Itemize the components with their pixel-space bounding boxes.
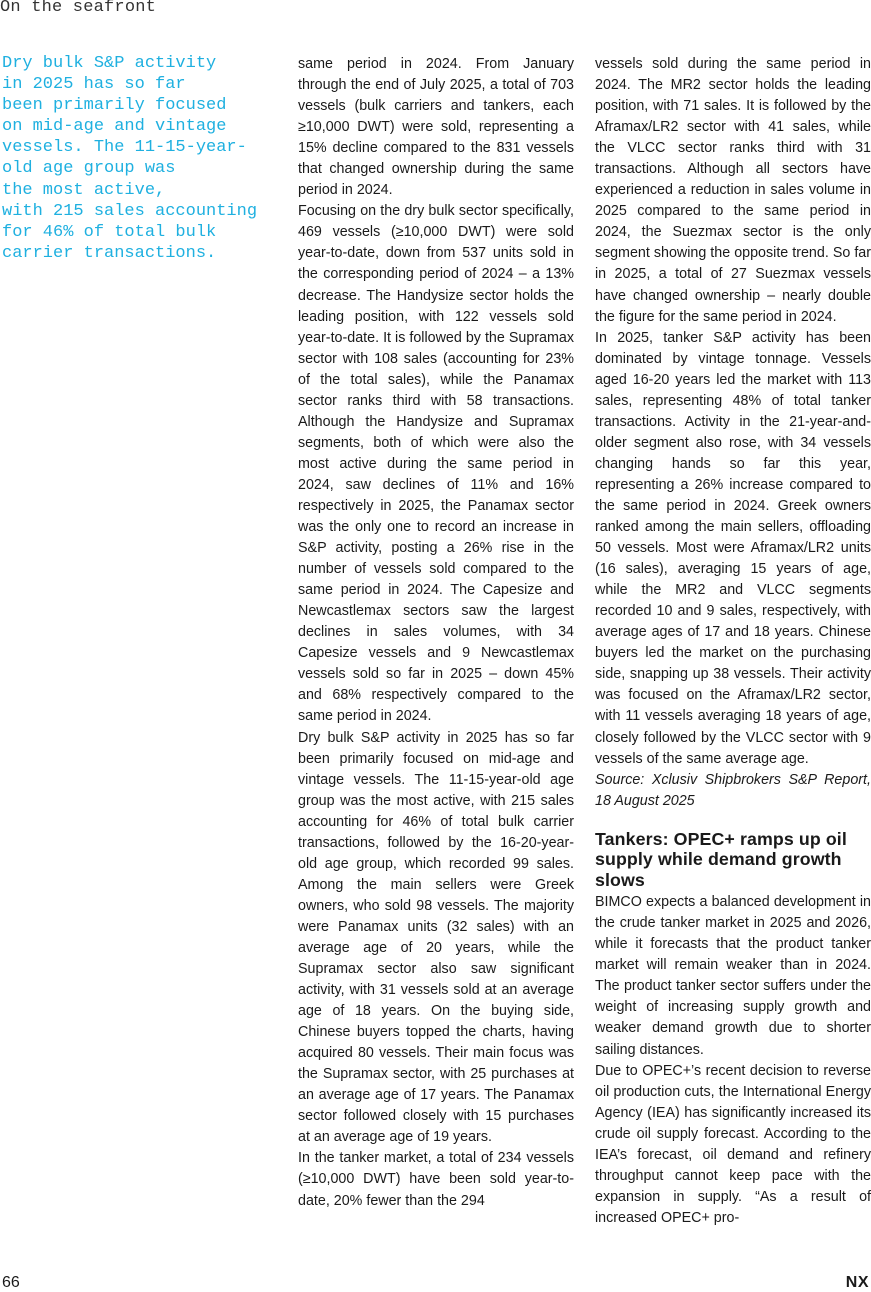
pull-quote-line: old age group was — [2, 159, 176, 179]
body-paragraph: Dry bulk S&P activity in 2025 has so far been primarily focused on mid-age and vintage vessels. The 11-15-year-old age group was the most active, with 215 sales accounting for 46% of total bulk carrier transactions, followed by the 16-20-year-old age group, which recorded 99 sales. Among the main sellers were Greek owners, who sold 98 vessels. The majority were Panamax units (32 sales) with an average age of 20 years, while the Supramax sector also saw significant activity, with 31 vessels sold at an average age of 18 years. On the buying side, Chinese buyers topped the charts, having acquired 80 vessels. Their main focus was the Supramax sector, with 25 purchases at an average age of 17 years. The Panamax sector followed closely with 15 purchases at an average age of 19 years. — [298, 729, 574, 1146]
article-column-middle — [298, 54, 574, 1212]
body-paragraph: In the tanker market, a total of 234 vessels (≥10,000 DWT) have been sold year-to-date, 20% fewer than the 294 — [298, 1150, 574, 1209]
pull-quote-line: carrier transactions. — [2, 243, 217, 263]
body-paragraph: In 2025, tanker S&P activity has been dominated by vintage tonnage. Vessels aged 16-20 years led the market with 113 sales, representing 48% of total tanker transactions. Activity in the 21-year-and-older segment also rose, with 34 vessels changing hands so far this year, representing a 26% increase compared to the same period in 2024. Greek owners ranked among the main sellers, offloading 50 vessels. Most were Aframax/LR2 units (16 sales), averaging 15 years of age, while the MR2 and VLCC segments recorded 10 and 9 sales, respectively, with average ages of 17 and 18 years. Chinese buyers led the market on the purchasing side, snapping up 38 vessels. Their activity was focused on the Aframax/LR2 sector, with 11 vessels averaging 18 years of age, closely followed by the VLCC sector with 9 vessels of the same average age. — [595, 329, 871, 767]
body-paragraph: vessels sold during the same period in 2024. The MR2 sector holds the leading position, with 71 sales. It is followed by the Aframax/LR2 sector with 41 sales, while the VLCC sector ranks third with 31 transactions. Although all sectors have experienced a reduction in sales volume in 2025 compared to the same period in 2024, the Suezmax sector is the only segment showing the opposite trend. So far in 2025, a total of 27 Suezmax vessels have changed ownership – nearly double the figure for the same period in 2024. — [595, 56, 871, 325]
pull-quote-line: on mid-age and vintage — [2, 117, 227, 137]
body-paragraph: BIMCO expects a balanced development in the crude tanker market in 2025 and 2026, while it forecasts that the product tanker market will remain weaker than in 2024. The product tanker sector suffers under the weight of increasing supply growth and weaker demand growth due to shorter sailing distances. — [595, 894, 871, 1058]
pull-quote-line: for 46% of total bulk — [2, 222, 217, 242]
pull-quote — [2, 53, 282, 264]
section-heading: Tankers: OPEC+ ramps up oil supply while demand growth slows — [595, 828, 847, 890]
article-column-right — [595, 54, 871, 1229]
section-label: On the seafront — [0, 0, 157, 17]
pull-quote-line: been primarily focused — [2, 96, 227, 116]
page-number: 66 — [2, 1274, 20, 1291]
pull-quote-line: with 215 sales accounting — [2, 201, 258, 221]
body-paragraph: same period in 2024. From January through the end of July 2025, a total of 703 vessels (bulk carriers and tankers, each ≥10,000 DWT) were sold, representing a 15% decline compared to the 831 vessels that changed ownership during the same period in 2024. — [298, 56, 574, 199]
source-citation: Source: Xclusiv Shipbrokers S&P Report, 18 August 2025 — [595, 771, 871, 809]
pull-quote-line: the most active, — [2, 180, 166, 200]
brand-logo: NX — [845, 1274, 869, 1291]
pull-quote-line: in 2025 has so far — [2, 75, 186, 95]
body-paragraph: Focusing on the dry bulk sector specifically, 469 vessels (≥10,000 DWT) were sold year-to-date, down from 537 units sold in the corresponding period of 2024 – a 13% decrease. The Handysize sector holds the leading position, with 122 vessels sold year-to-date. It is followed by the Supramax sector with 108 sales (accounting for 23% of the total sales), while the Panamax sector ranks third with 58 transactions. Although the Handysize and Supramax segments, both of which were also the most active during the same period in 2024, saw declines of 11% and 16% respectively in 2025, the Panamax sector was the only one to record an increase in S&P activity, posting a 26% rise in the number of vessels sold compared to the same period in 2024. The Capesize and Newcastlemax sectors saw the largest declines in sales volumes, with 34 Capesize vessels and 9 Newcastlemax vessels sold so far in 2025 – down 45% and 68% respectively compared to the same period in 2024. — [298, 203, 574, 725]
pull-quote-line: vessels. The 11-15-year- — [2, 138, 247, 158]
pull-quote-line: Dry bulk S&P activity — [2, 54, 217, 73]
body-paragraph: Due to OPEC+’s recent decision to reverse oil production cuts, the International Energy Agency (IEA) has significantly increased its crude oil supply forecast. According to the IEA’s forecast, oil demand and refinery throughput cannot keep pace with the expansion in supply. “As a result of increased OPEC+ pro- — [595, 1062, 871, 1226]
